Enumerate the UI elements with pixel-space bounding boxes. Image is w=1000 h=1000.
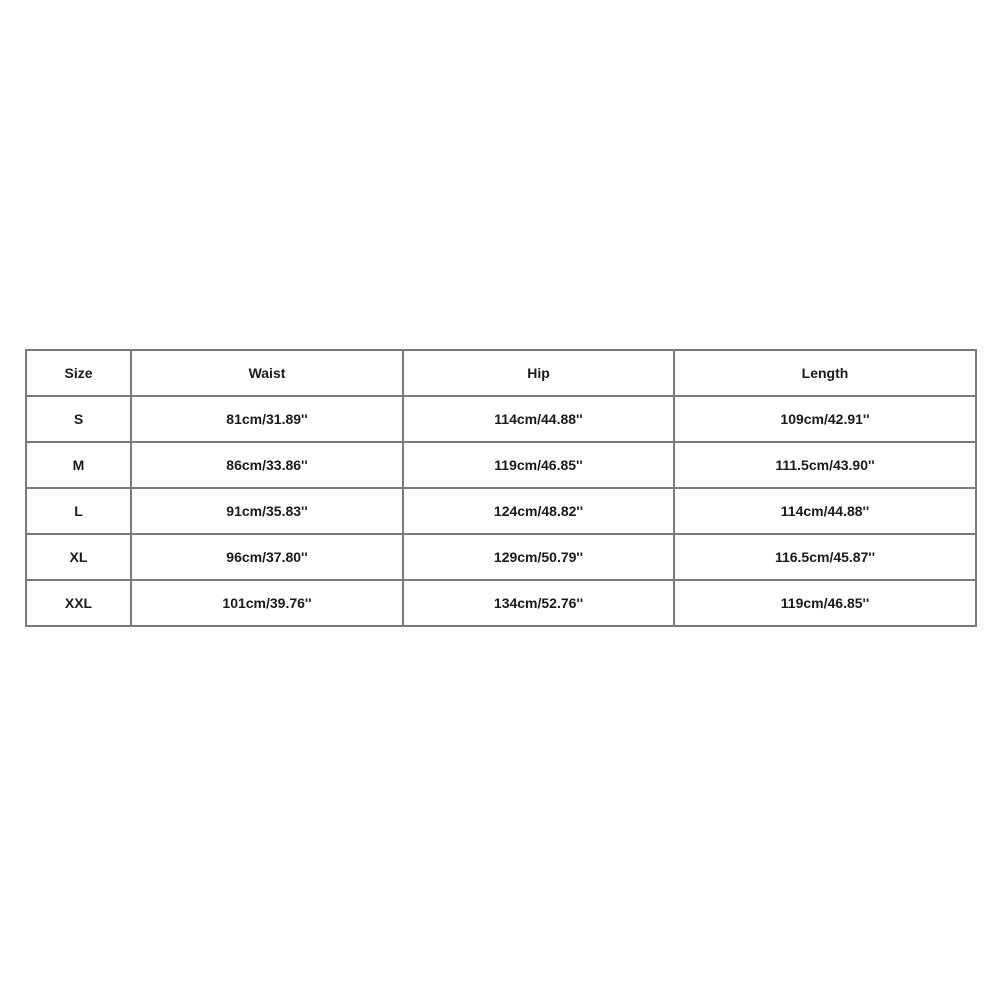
table-row xyxy=(26,580,976,626)
header-waist: Waist xyxy=(131,350,403,396)
hip-cell: 124cm/48.82'' xyxy=(403,488,674,534)
waist-cell: 91cm/35.83'' xyxy=(131,488,403,534)
size-cell: L xyxy=(26,488,131,534)
waist-cell: 86cm/33.86'' xyxy=(131,442,403,488)
size-cell: S xyxy=(26,396,131,442)
header-hip: Hip xyxy=(403,350,674,396)
header-row xyxy=(26,350,976,396)
waist-cell: 96cm/37.80'' xyxy=(131,534,403,580)
table-row xyxy=(26,488,976,534)
length-cell: 109cm/42.91'' xyxy=(674,396,976,442)
table-row xyxy=(26,442,976,488)
header-length: Length xyxy=(674,350,976,396)
header-size: Size xyxy=(26,350,131,396)
length-cell: 114cm/44.88'' xyxy=(674,488,976,534)
hip-cell: 114cm/44.88'' xyxy=(403,396,674,442)
size-chart-table xyxy=(25,349,977,627)
table-row xyxy=(26,534,976,580)
length-cell: 119cm/46.85'' xyxy=(674,580,976,626)
length-cell: 111.5cm/43.90'' xyxy=(674,442,976,488)
size-cell: M xyxy=(26,442,131,488)
size-cell: XL xyxy=(26,534,131,580)
table-row xyxy=(26,396,976,442)
hip-cell: 119cm/46.85'' xyxy=(403,442,674,488)
hip-cell: 129cm/50.79'' xyxy=(403,534,674,580)
hip-cell: 134cm/52.76'' xyxy=(403,580,674,626)
length-cell: 116.5cm/45.87'' xyxy=(674,534,976,580)
size-cell: XXL xyxy=(26,580,131,626)
waist-cell: 81cm/31.89'' xyxy=(131,396,403,442)
waist-cell: 101cm/39.76'' xyxy=(131,580,403,626)
